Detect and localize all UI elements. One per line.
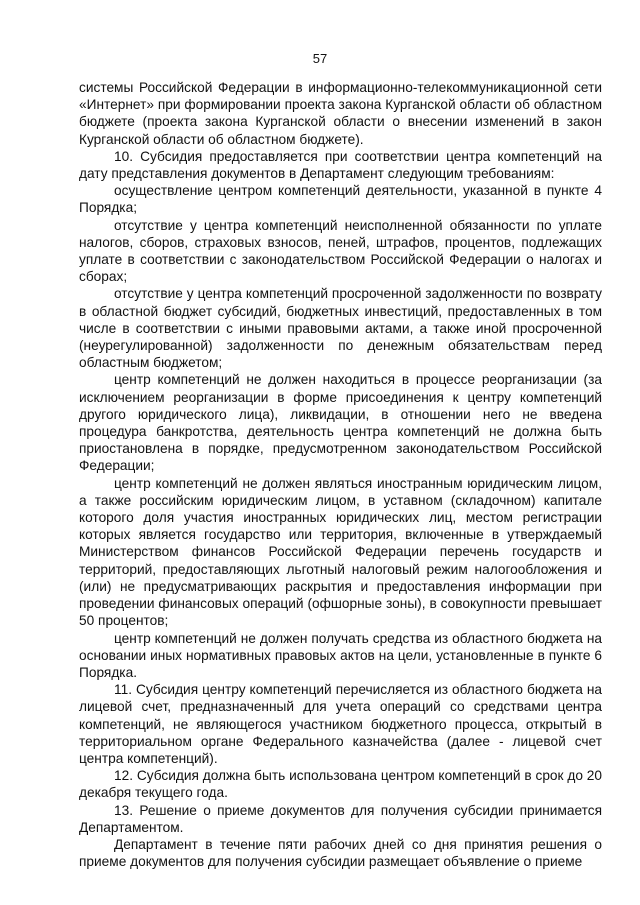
paragraph-requirement-debt: отсутствие у центра компетенций просроченной задолженности по возврату в областной бюджет субсидий, бюджетных инвестиций, предоставленных в том числе в соответствии с иными правовыми актами, а также иной просроченной (неурегулированной) задолженности по денежным обязательствам перед областным бюджетом; xyxy=(79,286,602,371)
paragraph-continuation: системы Российской Федерации в информационно-телекоммуникационной сети «Интернет» при формировании проекта закона Курганской области об областном бюджете (проекта закона Курганской области о внесении изменений в закон Курганской области об областном бюджете). xyxy=(79,80,602,147)
paragraph-item-11: 11. Субсидия центру компетенций перечисляется из областного бюджета на лицевой счет, предназначенный для учета операций со средствами центра компетенций, не являющегося участником бюджетного процесса, открытый в территориальном органе Федерального казначейства (далее - лицевой счет центра компетенций). xyxy=(79,682,602,766)
page-number: 57 xyxy=(312,51,328,66)
paragraph-requirement-reorganization: центр компетенций не должен находиться в процессе реорганизации (за исключением реорганизации в форме присоединения к центру компетенций другого юридического лица), ликвидации, в отношении него не введена процедура банкротства, деятельность центра компетенций не должна быть приостановлена в порядке, предусмотренном законодательством Российской Федерации; xyxy=(79,372,602,474)
document-body xyxy=(79,79,602,870)
paragraph-item-10: 10. Субсидия предоставляется при соответствии центра компетенций на дату представления документов в Департамент следующим требованиям: xyxy=(79,148,602,182)
paragraph-requirement-activity: осуществление центром компетенций деятельности, указанной в пункте 4 Порядка; xyxy=(79,183,602,216)
paragraph-item-12: 12. Субсидия должна быть использована центром компетенций в срок до 20 декабря текущего года. xyxy=(79,768,602,801)
paragraph-item-13: 13. Решение о приеме документов для получения субсидии принимается Департаментом. xyxy=(79,802,602,835)
paragraph-requirement-other-funds: центр компетенций не должен получать средства из областного бюджета на основании иных нормативных правовых актов на цели, установленные в пункте 6 Порядка. xyxy=(79,630,602,680)
paragraph-requirement-taxes: отсутствие у центра компетенций неисполненной обязанности по уплате налогов, сборов, страховых взносов, пеней, штрафов, процентов, подлежащих уплате в соответствии с законодательством Российской Федерации о налогах и сборах; xyxy=(79,217,602,285)
paragraph-requirement-foreign-entity: центр компетенций не должен являться иностранным юридическим лицом, а также российским юридическим лицом, в уставном (складочном) капитале которого доля участия иностранных юридических лиц, местом регистрации которых является государство или территория, включенные в утверждаемый Министерством финансов Российской Федерации перечень государств и территорий, предоставляющих льготный налоговый режим налогообложения и (или) не предусматривающих раскрытия и предоставления информации при проведении финансовых операций (офшорные зоны), в совокупности превышает 50 процентов; xyxy=(79,475,602,629)
paragraph-announcement: Департамент в течение пяти рабочих дней со дня принятия решения о приеме документов для получения субсидии размещает объявление о приеме xyxy=(79,836,602,870)
